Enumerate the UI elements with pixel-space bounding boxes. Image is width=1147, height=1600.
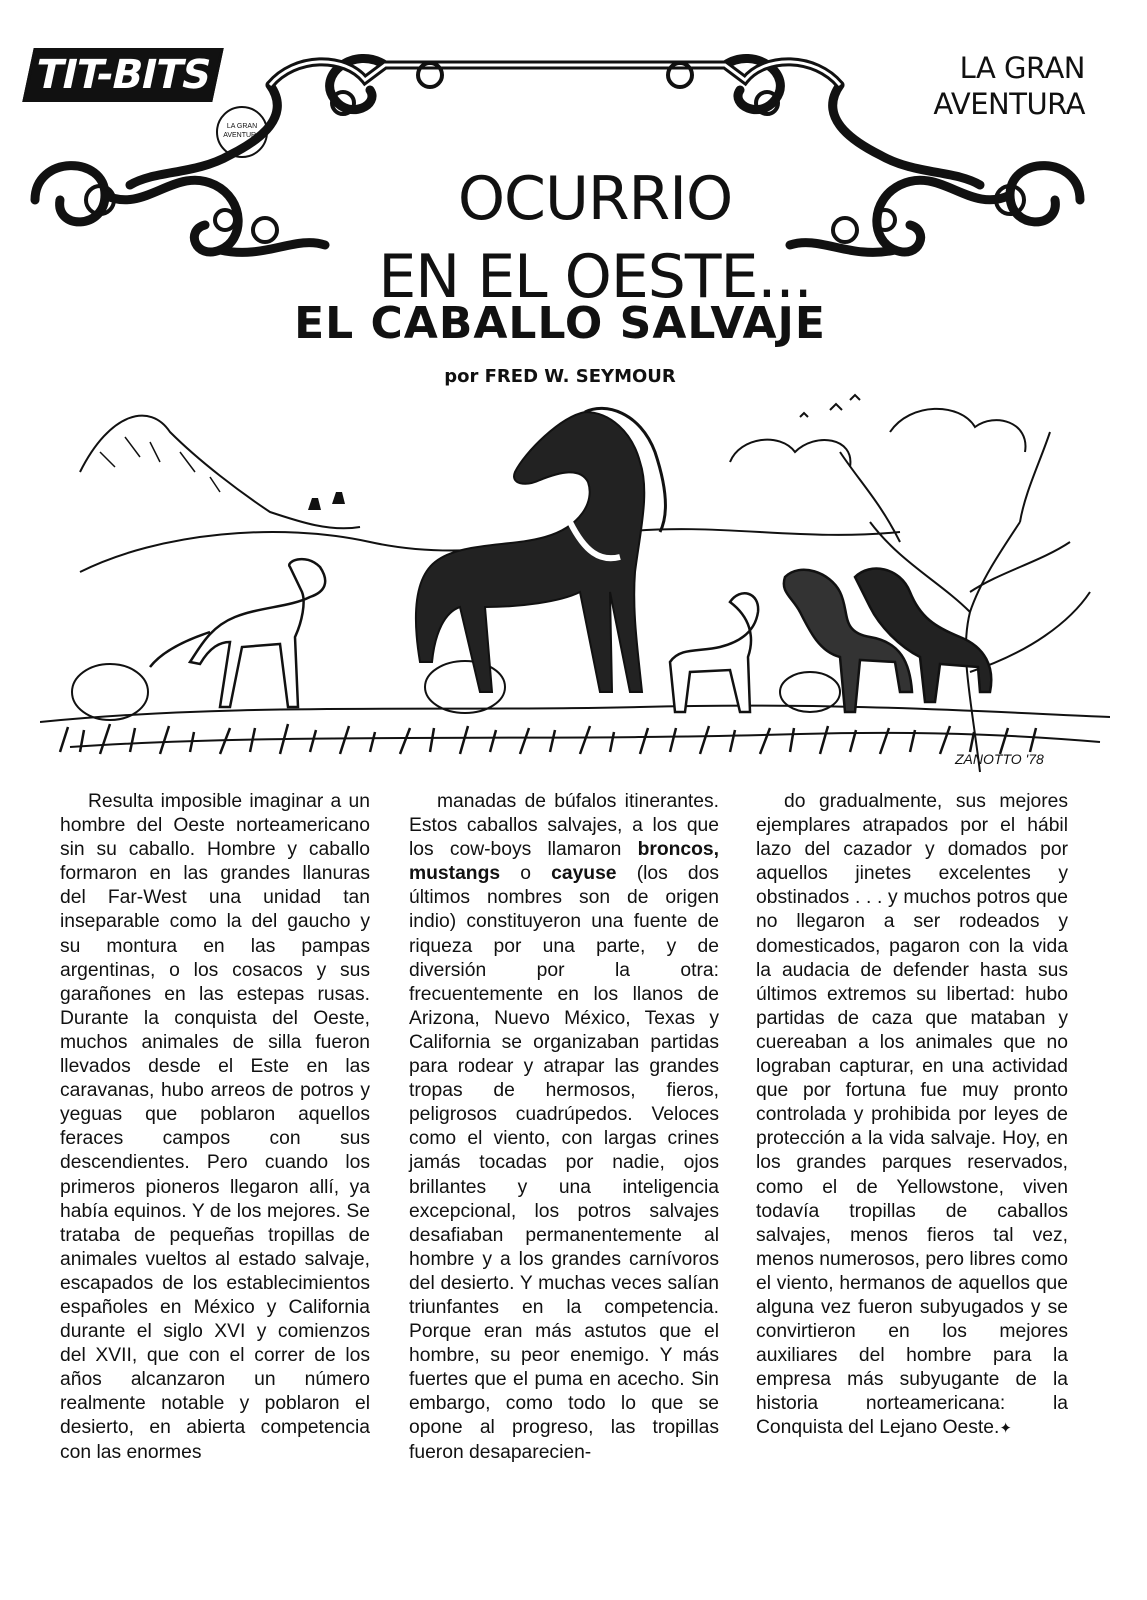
banner-title-line2: EN EL OESTE...: [378, 242, 812, 312]
article-column-1: [60, 790, 370, 1465]
column-2-text: [409, 790, 719, 1465]
logo-seal: LA GRAN AVENTURA: [216, 106, 268, 158]
column-1-text: Resulta imposible imaginar a un hombre del Oeste norteamericano sin su caballo. Hombre y caballo formaron en las grandes llanuras del Far-West una unidad tan inseparable como la del gaucho y su montura en las pampas argentinas, o los cosacos y sus garañones en las estepas rusas. Durante la conquista del Oeste, muchos animales de silla fueron llevados desde el Este en las caravanas, hubo arreos de potros y yeguas que poblaron aquellos feraces campos con sus descendientes. Pero cuando los primeros pioneros llegaron allí, ya había equinos. Y de los mejores. Se trataba de pequeñas tropillas de animales vueltos al estado salvaje, escapados de los establecimientos españoles en México y California durante el siglo XVI y comienzos del XVII, que con el correr de los años alcanzaron un número realmente notable y poblaron el desierto, en abierta competencia con las enormes: [60, 791, 370, 1463]
column-3-text: [756, 790, 1068, 1442]
article-headline: EL CABALLO SALVAJE: [294, 298, 826, 349]
banner-title: [325, 160, 865, 316]
keyword-broncos-mustangs: broncos, mustangs: [409, 839, 719, 885]
logo-wordmark: TIT-BITS: [22, 48, 223, 102]
end-mark-icon: ✦: [999, 1420, 1012, 1438]
keyword-cayuse: cayuse: [551, 863, 617, 885]
article-column-2: [409, 790, 719, 1465]
column-2-text-a: manadas de búfalos itinerantes. Estos caballos salvajes, a los que los cow-boys llamaron: [409, 791, 719, 861]
column-2-text-c: (los dos últimos nombres son de origen indio) constituyeron una fuente de riqueza por una parte, y de diversión por la otra: frecuentemente en los llanos de Arizona, Nuevo México, Texas y California se organizaban partidas para rodear y atrapar las grandes tropas de hermosos, fieros, peligrosos cuadrúpedos. Veloces como el viento, con largas crines jamás tocadas por nadie, ojos brillantes y una inteligencia excepcional, los potros salvajes desafiaban permanentemente al hombre y a los grandes carnívoros del desierto. Y muchas veces salían triunfantes en la competencia. Porque eran más astutos que el hombre, su peor enemigo. Y más fuertes que el puma en acecho. Sin embargo, como todo lo que se opone al progreso, las tropillas fueron desaparecien-: [409, 863, 720, 1463]
wild-horses-illustration: [40, 392, 1110, 782]
section-label-line1: LA GRAN: [959, 51, 1085, 85]
banner-title-line1: OCURRIO: [457, 164, 733, 234]
column-3-body: do gradualmente, sus mejores ejemplares atrapados por el hábil lazo del cazador y domados por aquellos jinetes excelentes y obstinados . . . y muchos potros que no llegaron a ser rodeados y domesticados, pagaron con la vida la audacia de defender hasta sus últimos extremos su libertad: hubo partidas de caza que mataban y cuereaban a los animales que no lograban capturar, en una actividad que por fortuna fue muy pronto controlada y prohibida por leyes de protección a la vida salvaje. Hoy, en los grandes parques reservados, como el de Yellowstone, viven todavía tropillas de caballos salvajes, menos fieros tal vez, menos numerosos, pero libres como el viento, hermanos de aquellos que alguna vez fueron subyugados y se convirtieron en los mejores auxiliares del hombre para la empresa más subyugante de la historia norteamericana: la Conquista del Lejano Oeste.: [756, 791, 1068, 1439]
illustration-signature: ZANOTTO '78: [955, 751, 1044, 767]
horse-herd-icon: [40, 392, 1110, 782]
article-byline: por FRED W. SEYMOUR: [444, 366, 676, 387]
article-column-3: [756, 790, 1068, 1442]
ornamental-banner: [25, 45, 1090, 312]
section-label-line2: AVENTURA: [933, 87, 1085, 121]
column-2-text-b: o: [500, 863, 552, 885]
